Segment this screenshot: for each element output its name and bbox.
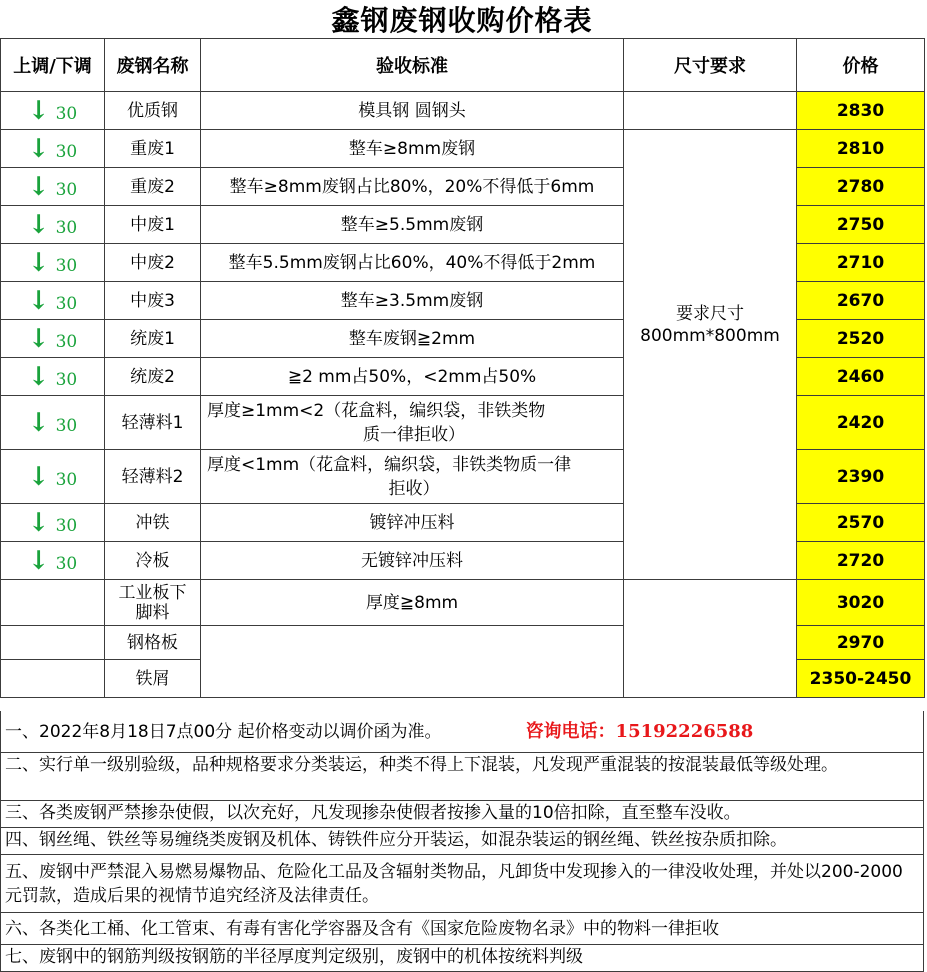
standard-cell: 模具钢 圆钢头: [201, 92, 624, 130]
table-row: [1, 92, 925, 130]
note-3: 三、各类废钢严禁掺杂使假，以次充好，凡发现掺杂使假者按掺入量的10倍扣除，直至整车没收。: [0, 801, 924, 828]
scrap-name-cell: [105, 580, 201, 626]
arrow-down-icon: ↓: [27, 285, 50, 316]
standard-cell: 厚度≧8mm: [201, 580, 624, 626]
price-cell: 3020: [797, 580, 925, 626]
adjust-cell: [1, 168, 105, 206]
adjust-cell: [1, 542, 105, 580]
header-adjust: 上调/下调: [1, 39, 105, 92]
size-requirement-line: 要求尺寸: [676, 303, 744, 324]
consult-phone: 咨询电话：15192226588: [525, 720, 754, 742]
size-requirement-cell: [624, 130, 797, 580]
header-row: [1, 39, 925, 92]
scrap-name-cell: 重废2: [105, 168, 201, 206]
standard-cell: 无镀锌冲压料: [201, 542, 624, 580]
note-1-text: 一、2022年8月18日7点00分 起价格变动以调价函为准。: [5, 721, 442, 742]
scrap-name-cell: 钢格板: [105, 626, 201, 660]
standard-cell: 整车≥3.5mm废钢: [201, 282, 624, 320]
price-cell: 2710: [797, 244, 925, 282]
standard-cell: 整车≥5.5mm废钢: [201, 206, 624, 244]
price-cell: 2970: [797, 626, 925, 660]
scrap-name-cell: 重废1: [105, 130, 201, 168]
adjust-cell: [1, 626, 105, 660]
arrow-down-icon: ↓: [27, 545, 50, 576]
table-row: [1, 580, 925, 626]
price-cell: 2810: [797, 130, 925, 168]
size-cell: [624, 92, 797, 130]
adjust-value: 30: [55, 179, 78, 200]
standard-line-1: 厚度≥1mm<2（花盒料，编织袋，非铁类物: [207, 400, 546, 421]
size-cell: [624, 580, 797, 698]
arrow-down-icon: ↓: [27, 209, 50, 240]
adjust-value: 30: [55, 515, 78, 536]
adjust-value: 30: [55, 103, 78, 124]
note-5: 五、废钢中严禁混入易燃易爆物品、危险化工品及含辐射类物品，凡卸货中发现掺入的一律没收处理，并处以200-2000元罚款，造成后果的视情节追究经济及法律责任。: [0, 855, 924, 913]
arrow-down-icon: ↓: [27, 95, 50, 126]
price-cell: 2750: [797, 206, 925, 244]
scrap-name-cell: 统废2: [105, 358, 201, 396]
scrap-name-cell: 中废1: [105, 206, 201, 244]
price-table: [0, 38, 925, 698]
scrap-name-cell: 中废3: [105, 282, 201, 320]
scrap-name-cell: 轻薄料1: [105, 396, 201, 450]
standard-line-2: 拒收）: [388, 478, 440, 499]
price-cell: 2350-2450: [797, 660, 925, 698]
scrap-name-cell: 轻薄料2: [105, 450, 201, 504]
adjust-cell: [1, 282, 105, 320]
price-cell: 2780: [797, 168, 925, 206]
table-row: [1, 130, 925, 168]
adjust-cell: [1, 450, 105, 504]
scrap-name-line: 工业板下: [118, 582, 187, 603]
price-cell: 2420: [797, 396, 925, 450]
adjust-cell: [1, 206, 105, 244]
price-cell: 2670: [797, 282, 925, 320]
sheet-title: 鑫钢废钢收购价格表: [331, 4, 593, 37]
price-cell: 2520: [797, 320, 925, 358]
adjust-value: 30: [55, 293, 78, 314]
scrap-name-cell: 冲铁: [105, 504, 201, 542]
note-6: 六、各类化工桶、化工管束、有毒有害化学容器及含有《国家危险废物名录》中的物料一律拒收: [0, 913, 924, 945]
arrow-down-icon: ↓: [27, 133, 50, 164]
header-name: 废钢名称: [105, 39, 201, 92]
standard-cell: 整车≥8mm废钢: [201, 130, 624, 168]
standard-cell: 整车废钢≧2mm: [201, 320, 624, 358]
standard-line-1: 厚度<1mm（花盒料，编织袋，非铁类物质一律: [207, 454, 572, 475]
adjust-cell: [1, 358, 105, 396]
adjust-cell: [1, 396, 105, 450]
adjust-value: 30: [55, 141, 78, 162]
adjust-cell: [1, 130, 105, 168]
price-cell: 2720: [797, 542, 925, 580]
standard-cell: 整车≥8mm废钢占比80%，20%不得低于6mm: [201, 168, 624, 206]
arrow-down-icon: ↓: [27, 323, 50, 354]
price-cell: 2390: [797, 450, 925, 504]
adjust-cell: [1, 504, 105, 542]
header-size: 尺寸要求: [624, 39, 797, 92]
scrap-name-cell: 优质钢: [105, 92, 201, 130]
standard-cell: [201, 396, 624, 450]
adjust-cell: [1, 580, 105, 626]
arrow-down-icon: ↓: [27, 247, 50, 278]
arrow-down-icon: ↓: [27, 361, 50, 392]
adjust-value: 30: [55, 369, 78, 390]
adjust-value: 30: [55, 331, 78, 352]
adjust-value: 30: [55, 469, 78, 490]
standard-cell: [201, 626, 624, 698]
scrap-name-cell: 铁屑: [105, 660, 201, 698]
scrap-name-cell: 中废2: [105, 244, 201, 282]
price-cell: 2570: [797, 504, 925, 542]
scrap-name-line: 脚料: [135, 602, 170, 623]
price-cell: 2830: [797, 92, 925, 130]
adjust-value: 30: [55, 553, 78, 574]
notes-section: [0, 711, 924, 972]
note-4: 四、钢丝绳、铁丝等易缠绕类废钢及机体、铸铁件应分开装运，如混杂装运的钢丝绳、铁丝按杂质扣除。: [0, 828, 924, 855]
standard-cell: 整车5.5mm废钢占比60%，40%不得低于2mm: [201, 244, 624, 282]
note-7: 七、废钢中的钢筋判级按钢筋的半径厚度判定级别，废钢中的机体按统料判级: [0, 945, 924, 972]
price-cell: 2460: [797, 358, 925, 396]
scrap-name-cell: 冷板: [105, 542, 201, 580]
adjust-cell: [1, 244, 105, 282]
adjust-cell: [1, 92, 105, 130]
header-price: 价格: [797, 39, 925, 92]
standard-cell: ≧2 mm占50%，<2mm占50%: [201, 358, 624, 396]
adjust-cell: [1, 320, 105, 358]
adjust-value: 30: [55, 415, 78, 436]
standard-cell: [201, 450, 624, 504]
adjust-cell: [1, 660, 105, 698]
adjust-value: 30: [55, 255, 78, 276]
note-1: [0, 711, 924, 753]
standard-cell: 镀锌冲压料: [201, 504, 624, 542]
arrow-down-icon: ↓: [27, 171, 50, 202]
size-requirement-line: 800mm*800mm: [640, 325, 780, 346]
arrow-down-icon: ↓: [27, 507, 50, 538]
note-2: 二、实行单一级别验级，品种规格要求分类装运，种类不得上下混装，凡发现严重混装的按混装最低等级处理。: [0, 753, 924, 801]
arrow-down-icon: ↓: [27, 461, 50, 492]
standard-line-2: 质一律拒收）: [363, 424, 465, 445]
header-standard: 验收标准: [201, 39, 624, 92]
arrow-down-icon: ↓: [27, 407, 50, 438]
adjust-value: 30: [55, 217, 78, 238]
scrap-name-cell: 统废1: [105, 320, 201, 358]
